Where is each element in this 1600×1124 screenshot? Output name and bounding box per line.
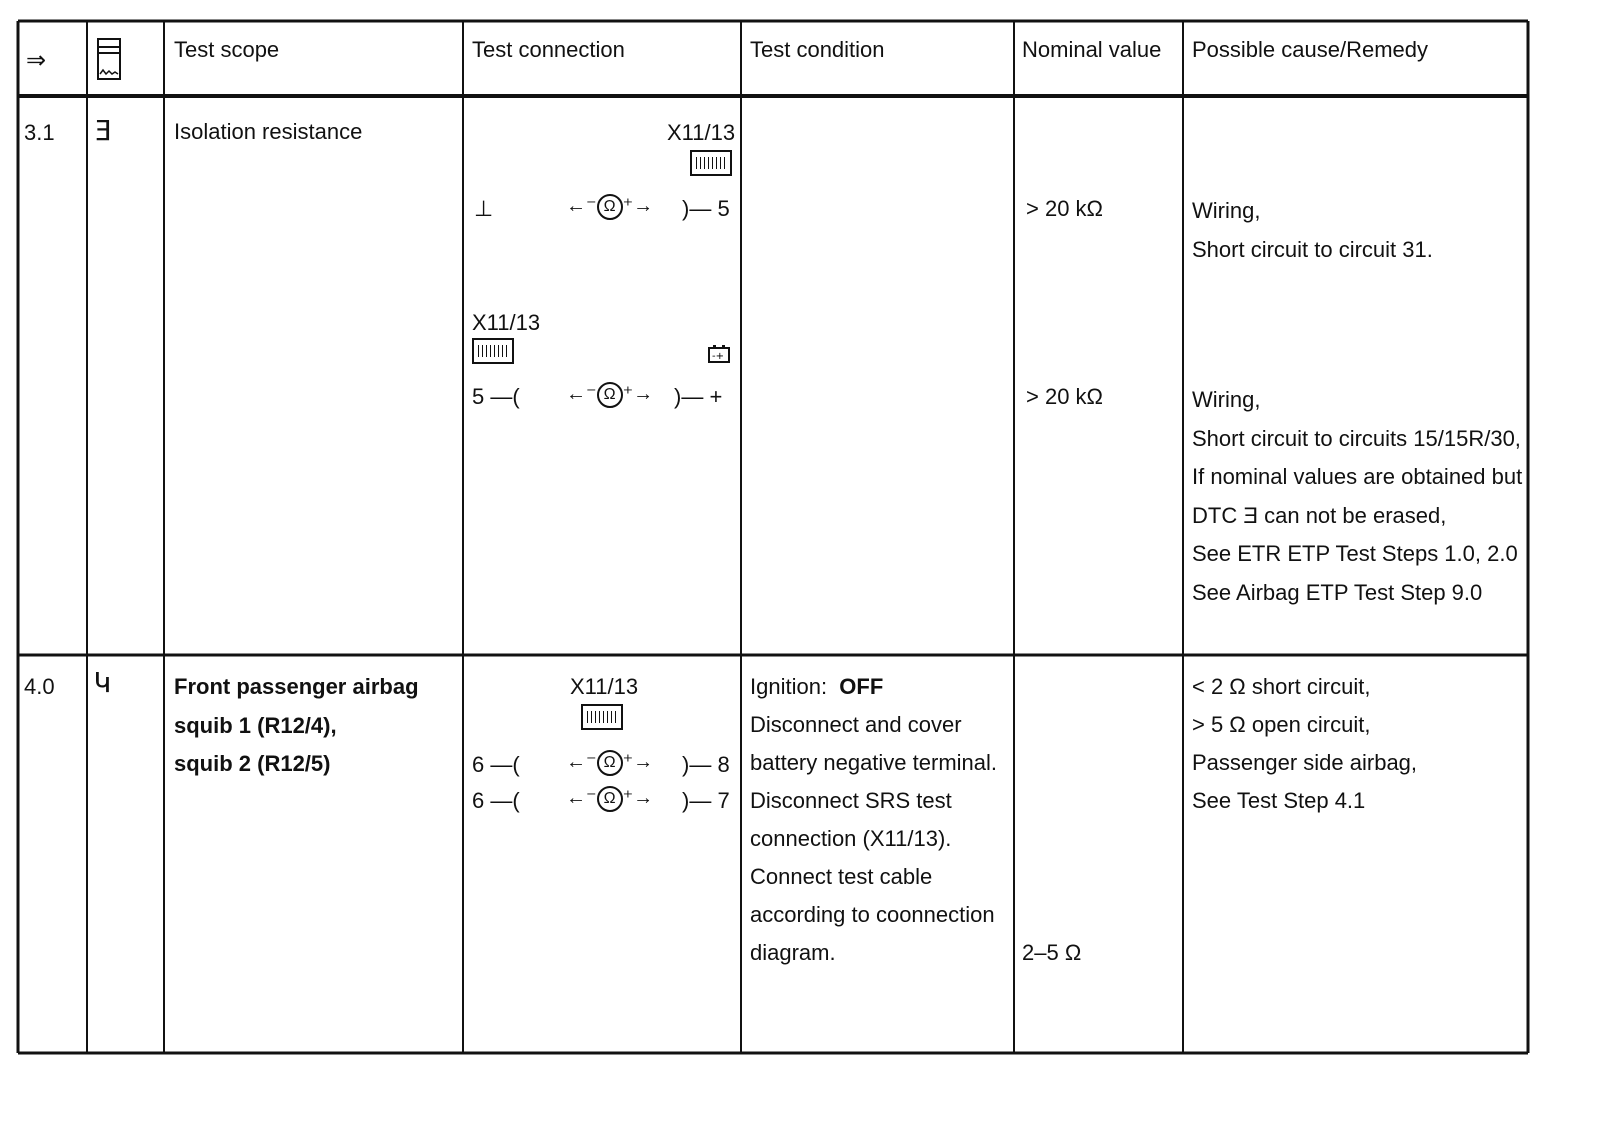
header-test-scope: Test scope [174, 37, 280, 62]
row-4-0-code: Կ [94, 666, 111, 699]
row-4-0-remedy: < 2 Ω short circuit, > 5 Ω open circuit, Passenger side airbag, See Test Step 4.1 [1192, 674, 1418, 813]
battery-icon [708, 345, 730, 363]
connector-block-icon [472, 338, 514, 364]
ohmmeter-icon: ←⁻ Ω ⁺→ [566, 193, 653, 220]
header-test-condition: Test condition [750, 37, 885, 62]
row-4-0-condition: Ignition: OFF Disconnect and cover battery negative terminal. Disconnect SRS test connection (X11/13). Connect test cable according to coonnection diagram. [750, 668, 997, 972]
connector-label: X11/13 [472, 310, 541, 335]
row-4-0-step: 4.0 [24, 674, 55, 699]
header-nominal-value: Nominal value [1022, 37, 1162, 62]
ground-icon: ⊥ [474, 196, 494, 221]
ohmmeter-icon: ←⁻ Ω ⁺→ [566, 749, 653, 776]
connector-block-icon [690, 150, 732, 176]
row-4-0-scope: Front passenger airbag squib 1 (R12/4), squib 2 (R12/5) [174, 674, 419, 776]
pin-right: )— 7 [682, 788, 730, 813]
row-3-1-scope: Isolation resistance [174, 119, 363, 144]
ignition-line: Ignition: OFF [750, 674, 884, 699]
pin-right: )— + [674, 384, 723, 409]
document-icon [97, 38, 121, 80]
connector-label: X11/13 [570, 674, 639, 699]
header-possible-cause: Possible cause/Remedy [1192, 37, 1429, 62]
connector-label: X11/13 [667, 120, 736, 145]
pin-left: 6 —( [472, 788, 520, 813]
svg-text:-+: -+ [712, 351, 724, 362]
pin-right: )— 5 [682, 196, 730, 221]
row-3-1-step: 3.1 [24, 120, 55, 145]
ohmmeter-icon: ←⁻ Ω ⁺→ [566, 785, 653, 812]
header-test-connection: Test connection [472, 37, 625, 62]
pin-right: )— 8 [682, 752, 730, 777]
pin-left: 5 —( [472, 384, 520, 409]
nominal-value: > 20 kΩ [1026, 384, 1103, 409]
row-3-1-remedy-a: Wiring, Short circuit to circuit 31. [1192, 198, 1433, 262]
ohmmeter-icon: ←⁻ Ω ⁺→ [566, 381, 653, 408]
nominal-value: > 20 kΩ [1026, 196, 1103, 221]
row-3-1-remedy-b: Wiring, Short circuit to circuits 15/15R/30, If nominal values are obtained but DTC Ǝ can not be erased, See ETR ETP Test Steps 1.0, 2.0 See Airbag ETP Test Step 9.0 [1192, 387, 1523, 605]
row-3-1-code: Ǝ [94, 114, 111, 147]
nominal-value: 2–5 Ω [1022, 940, 1082, 965]
arrow-icon: ⇒ [26, 47, 47, 74]
connector-block-icon [581, 704, 623, 730]
pin-left: 6 —( [472, 752, 520, 777]
